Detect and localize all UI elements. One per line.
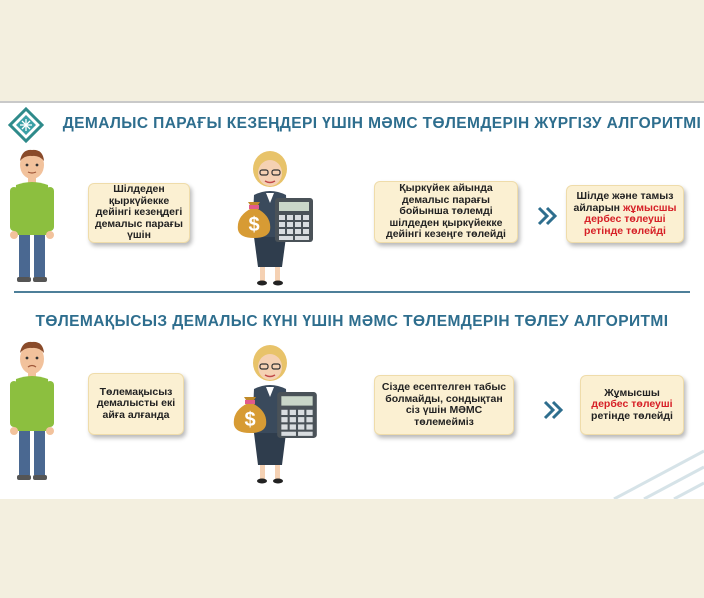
slide — [0, 101, 704, 499]
section1-box3-prefix: Шілде және тамыз айларын — [573, 190, 674, 214]
section2-box3-suffix: ретінде төлейді — [591, 409, 673, 422]
section2-box3-highlight: дербес төлеуші — [591, 398, 673, 411]
section2-box3 — [580, 375, 684, 435]
dollar-money-bag-icon — [228, 391, 272, 435]
man-figure — [6, 147, 58, 287]
section2-box3-prefix: Жұмысшы — [604, 386, 660, 399]
svg-text:$: $ — [248, 214, 260, 236]
corner-decoration — [584, 439, 704, 499]
calculator-icon — [276, 391, 318, 439]
section1-box1: Шілдеден қыркүйекке дейінгі кезеңдегі демалыс парағы үшін — [88, 183, 190, 243]
dollar-money-bag-icon — [232, 196, 276, 240]
man-figure-worried — [6, 339, 58, 485]
section1-box3-highlight: жұмысшы дербес төлеуші ретінде төлейді — [584, 201, 677, 237]
section-divider — [14, 291, 690, 293]
double-chevron-right-icon — [536, 205, 558, 227]
calculator-icon — [274, 197, 314, 243]
svg-text:$: $ — [244, 409, 256, 431]
section2-title: ТӨЛЕМАҚЫСЫЗ ДЕМАЛЫС КҮНІ ҮШІН МӘМС ТӨЛЕМДЕРІН ТӨЛЕУ АЛГОРИТМІ — [35, 313, 669, 330]
double-chevron-right-icon — [542, 399, 564, 421]
section2-box2: Сізде есептелген табыс болмайды, сондықтан сіз үшін МӘМС төлемейміз — [374, 375, 514, 435]
section1-box2: Қыркүйек айында демалыс парағы бойынша төлемді шілдеден қыркүйекке дейінгі кезеңге төлейді — [374, 181, 518, 243]
section2-box1: Төлемақысыз демалысты екі айға алғанда — [88, 373, 184, 435]
section1-title: ДЕМАЛЫС ПАРАҒЫ КЕЗЕҢДЕРІ ҮШІН МӘМС ТӨЛЕМДЕРІН ЖҮРГІЗУ АЛГОРИТМІ — [62, 115, 702, 132]
section1-box3 — [566, 185, 684, 243]
top-border — [0, 101, 704, 103]
